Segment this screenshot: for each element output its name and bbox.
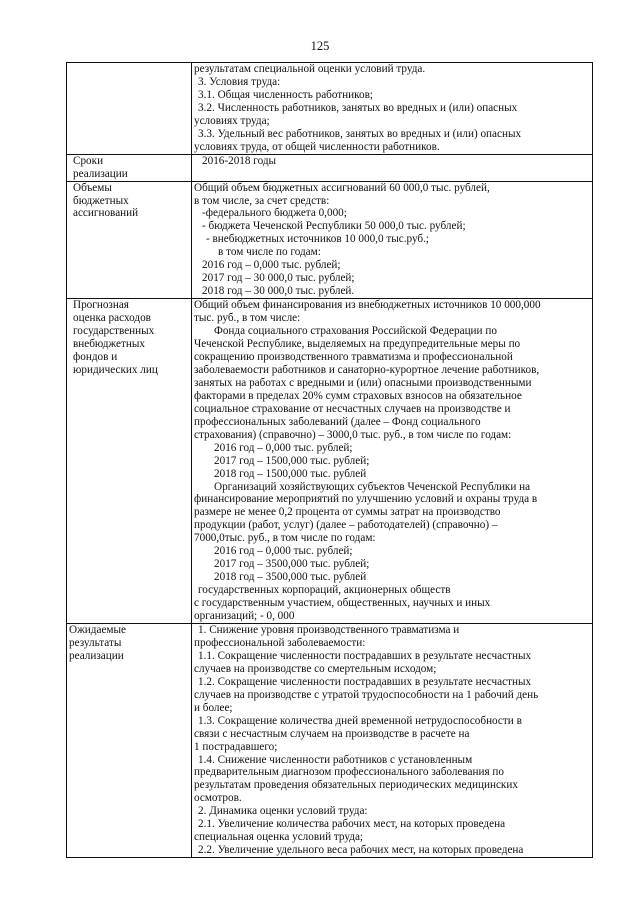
row-label-line: Сроки bbox=[73, 154, 104, 167]
row-label-line: реализации bbox=[69, 649, 124, 662]
content-line: 2018 год – 1500,000 тыс. рублей bbox=[214, 467, 367, 480]
content-line: - бюджета Чеченской Республики 50 000,0 тыс. рублей; bbox=[202, 220, 466, 233]
content-line: профессиональных заболеваний (далее – Фонд социального bbox=[194, 415, 481, 428]
content-line: 1.2. Сокращение численности пострадавших в результате несчастных bbox=[198, 675, 532, 688]
content-line: размере не менее 0,2 процента от суммы затрат на производство bbox=[194, 506, 501, 519]
row-label-line: государственных bbox=[73, 325, 155, 338]
table-row bbox=[67, 299, 593, 624]
content-line: 2016 год – 0,000 тыс. рублей; bbox=[214, 545, 353, 558]
row-label-line: результаты bbox=[69, 636, 122, 649]
table-row bbox=[67, 623, 593, 857]
content-line: специальная оценка условий труда; bbox=[194, 831, 364, 844]
content-line: 1. Снижение уровня производственного травматизма и bbox=[198, 623, 460, 636]
row-label-line: Ожидаемые bbox=[69, 623, 126, 636]
page-number: 125 bbox=[310, 39, 330, 53]
content-line: предварительным диагнозом профессионального заболевания по bbox=[194, 766, 504, 779]
content-line: 1 пострадавшего; bbox=[194, 740, 278, 753]
content-line: в том числе, за счет средств: bbox=[194, 194, 330, 207]
content-line: 2017 год – 3500,000 тыс. рублей; bbox=[214, 558, 370, 571]
table-row bbox=[67, 154, 593, 181]
content-line: случаев на производстве с утратой трудоспособности на 1 рабочий день bbox=[194, 688, 539, 701]
content-line: Организаций хозяйствующих субъектов Чеченской Республики на bbox=[214, 480, 531, 493]
content-line: 2016 год – 0,000 тыс. рублей; bbox=[214, 441, 353, 454]
content-line: заболеваемости работников и санаторно-курортное лечение работников, bbox=[194, 363, 540, 376]
row-label-line: внебюджетных bbox=[73, 338, 145, 351]
row-label-line: реализации bbox=[73, 167, 128, 180]
content-line: и более; bbox=[194, 701, 233, 714]
content-line: с государственным участием, общественных, научных и иных bbox=[194, 597, 491, 610]
content-line: тыс. руб., в том числе: bbox=[194, 312, 301, 325]
content-line: 2017 год – 1500,000 тыс. рублей; bbox=[214, 454, 370, 467]
table-row bbox=[67, 181, 593, 299]
content-line: - внебюджетных источников 10 000,0 тыс.руб.; bbox=[206, 233, 430, 246]
content-line: финансирование мероприятий по улучшению условий и охраны труда в bbox=[194, 493, 538, 506]
row-label-line: бюджетных bbox=[73, 194, 129, 207]
table-body bbox=[67, 63, 593, 858]
passport-table bbox=[66, 62, 593, 858]
row-label-cell bbox=[67, 623, 192, 857]
row-label-line: Объемы bbox=[73, 181, 112, 194]
row-label-line: фондов и bbox=[73, 350, 118, 363]
content-line: продукции (работ, услуг) (далее – работодателей) (справочно) – bbox=[194, 519, 498, 532]
content-line: 2. Динамика оценки условий труда: bbox=[198, 805, 368, 818]
content-line: в том числе по годам: bbox=[218, 246, 321, 259]
content-line: 3.3. Удельный вес работников, занятых во вредных и (или) опасных bbox=[198, 127, 522, 140]
row-label-line: Прогнозная bbox=[73, 299, 129, 312]
content-line: сокращению производственного травматизма и профессиональной bbox=[194, 350, 513, 363]
content-line: условиях труда; bbox=[194, 114, 270, 127]
content-line: 2.2. Увеличение удельного веса рабочих мест, на которых проведена bbox=[198, 844, 524, 857]
content-line: занятых на работах с вредными и (или) опасными производственными bbox=[194, 376, 532, 389]
content-line: 2018 год – 3500,000 тыс. рублей bbox=[214, 571, 367, 584]
content-line: факторами в пределах 20% сумм страховых взносов на обязательное bbox=[194, 389, 522, 402]
content-line: 1.3. Сокращение количества дней временной нетрудоспособности в bbox=[198, 714, 522, 727]
row-label-line: ассигнований bbox=[73, 207, 139, 220]
content-line: 3.1. Общая численность работников; bbox=[198, 88, 374, 101]
content-line: 1.1. Сокращение численности пострадавших в результате несчастных bbox=[198, 649, 532, 662]
content-line: Чеченской Республике, выделяемых на предупредительные меры по bbox=[194, 338, 521, 351]
content-line: 2016-2018 годы bbox=[202, 154, 277, 167]
row-content-cell bbox=[192, 154, 593, 181]
content-line: Фонда социального страхования Российской Федерации по bbox=[214, 325, 497, 338]
content-line: результатам проведения обязательных периодических медицинских bbox=[194, 779, 518, 792]
content-line: 2.1. Увеличение количества рабочих мест, на которых проведена bbox=[198, 818, 506, 831]
content-line: организаций; - 0, 000 bbox=[194, 610, 295, 623]
content-line: 2017 год – 30 000,0 тыс. рублей; bbox=[202, 272, 355, 285]
content-line: результатам специальной оценки условий труда. bbox=[194, 63, 426, 75]
row-label-cell bbox=[67, 299, 192, 624]
content-line: государственных корпораций, акционерных обществ bbox=[198, 584, 451, 597]
content-line: 3. Условия труда: bbox=[198, 75, 281, 88]
table-row bbox=[67, 63, 593, 155]
content-line: Общий объем финансирования из внебюджетных источников 10 000,000 bbox=[194, 299, 541, 312]
row-content-cell bbox=[192, 63, 593, 155]
content-line: социальное страхование от несчастных случаев на производстве и bbox=[194, 402, 511, 415]
row-label-cell bbox=[67, 154, 192, 181]
content-line: 7000,0тыс. руб., в том числе по годам: bbox=[194, 532, 376, 545]
content-line: 2018 год – 30 000,0 тыс. рублей. bbox=[202, 285, 355, 298]
content-line: 3.2. Численность работников, занятых во вредных и (или) опасных bbox=[198, 101, 518, 114]
content-line: -федерального бюджета 0,000; bbox=[202, 207, 347, 220]
content-line: профессиональной заболеваемости: bbox=[194, 636, 366, 649]
content-line: случаев на производстве со смертельным исходом; bbox=[194, 662, 437, 675]
row-label-cell bbox=[67, 63, 192, 155]
content-line: осмотров. bbox=[194, 792, 242, 805]
content-line: 1.4. Снижение численности работников с установленным bbox=[198, 753, 473, 766]
row-content-cell bbox=[192, 181, 593, 299]
row-content-cell bbox=[192, 299, 593, 624]
row-label-cell bbox=[67, 181, 192, 299]
content-line: связи с несчастным случаем на производстве в расчете на bbox=[194, 727, 470, 740]
row-label-line: оценка расходов bbox=[73, 312, 151, 325]
content-line: страхования) (справочно) – 3000,0 тыс. руб., в том числе по годам: bbox=[194, 428, 512, 441]
content-line: условиях труда, от общей численности работников. bbox=[194, 140, 440, 153]
row-content-cell bbox=[192, 623, 593, 857]
row-label-line: юридических лиц bbox=[73, 363, 158, 376]
content-line: Общий объем бюджетных ассигнований 60 000,0 тыс. рублей, bbox=[194, 181, 490, 194]
content-line: 2016 год – 0,000 тыс. рублей; bbox=[202, 259, 341, 272]
